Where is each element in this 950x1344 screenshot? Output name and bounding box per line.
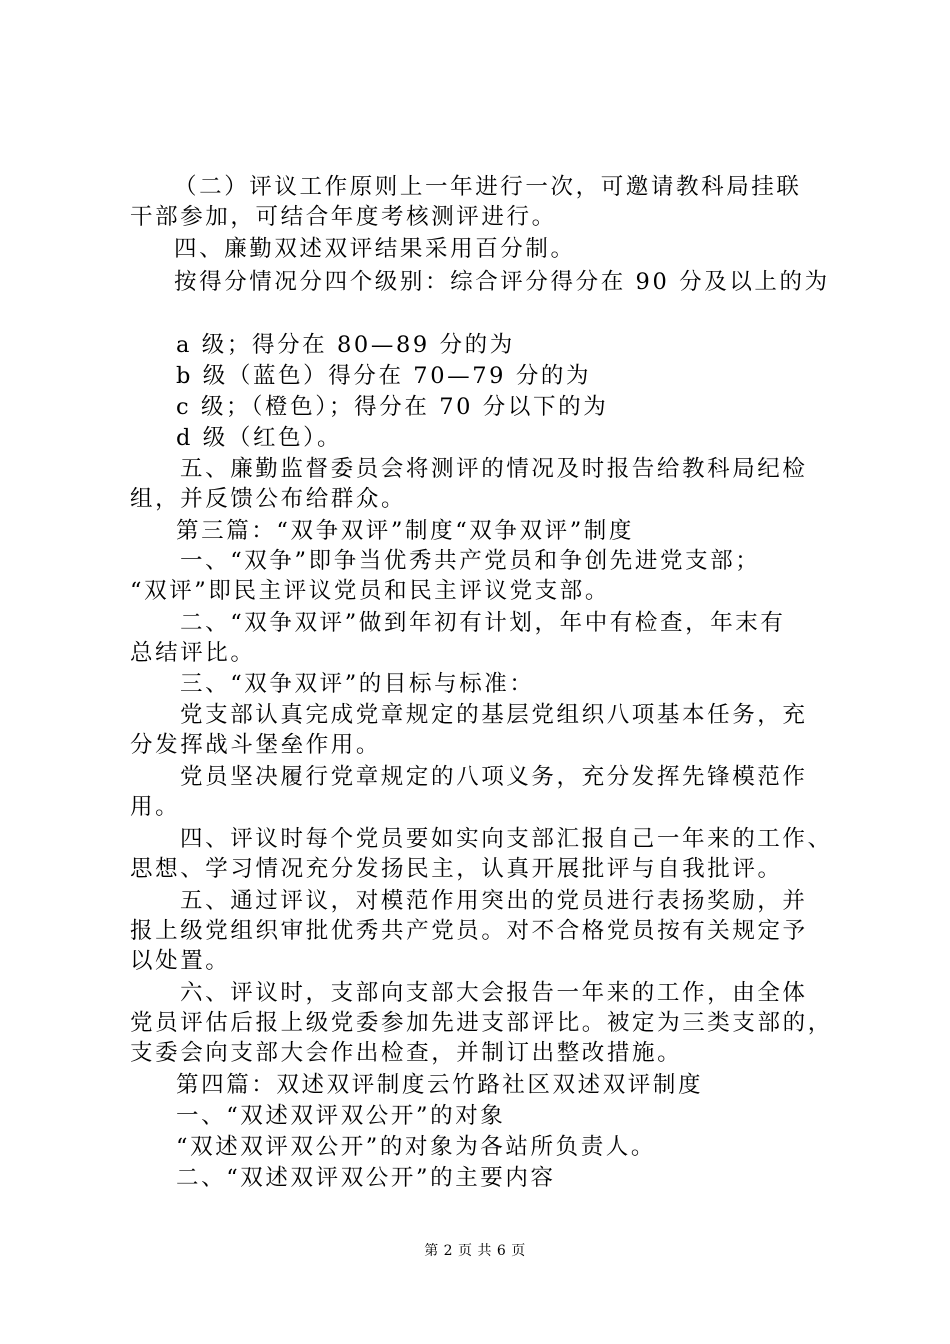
text-line: 三、“双争双评”的目标与标准： [180,671,535,697]
section-heading: 第三篇：“双争双评”制度“双争双评”制度 [176,518,635,544]
text-line: 以处置。 [130,948,231,974]
text-line: 总结评比。 [130,640,256,666]
text-line: a 级；得分在 80—89 分的为 [176,332,515,358]
text-line: 一、“双述双评双公开”的对象 [176,1103,506,1129]
text-line: 五、廉勤监督委员会将测评的情况及时报告给教科局纪检 [180,456,808,482]
section-heading: 第四篇：双述双评制度云竹路社区双述双评制度 [176,1072,704,1098]
text-line: 干部参加，可结合年度考核测评进行。 [130,204,557,230]
text-line: d 级（红色）。 [176,425,343,451]
text-line: 分发挥战斗堡垒作用。 [130,732,382,758]
text-line: “双述双评双公开”的对象为各站所负责人。 [176,1134,657,1160]
text-line: “双评”即民主评议党员和民主评议党支部。 [130,578,611,604]
text-line: 党支部认真完成党章规定的基层党组织八项基本任务，充 [180,702,808,728]
text-line: 六、评议时，支部向支部大会报告一年来的工作，由全体 [180,980,808,1006]
text-line: 党员坚决履行党章规定的八项义务，充分发挥先锋模范作 [180,764,808,790]
text-line: c 级；（橙色）；得分在 70 分以下的为 [176,394,609,420]
text-line: 组，并反馈公布给群众。 [130,486,407,512]
text-line: 四、廉勤双述双评结果采用百分制。 [174,236,576,262]
page-number-footer: 第 2 页 共 6 页 [424,1243,526,1259]
text-line: 党员评估后报上级党委参加先进支部评比。被定为三类支部的， [130,1010,833,1036]
text-line: 按得分情况分四个级别：综合评分得分在 90 分及以上的为 [174,269,830,295]
text-line: 二、“双争双评”做到年初有计划，年中有检查，年末有 [180,610,786,636]
text-line: 用。 [130,794,181,820]
text-line: 报上级党组织审批优秀共产党员。对不合格党员按有关规定予 [130,918,808,944]
text-line: b 级（蓝色）得分在 70—79 分的为 [176,363,592,389]
text-line: 五、通过评议，对模范作用突出的党员进行表扬奖励，并 [180,888,808,914]
text-line: 思想、学习情况充分发扬民主，认真开展批评与自我批评。 [130,856,783,882]
text-line: 四、评议时每个党员要如实向支部汇报自己一年来的工作、 [180,826,833,852]
text-line: 一、“双争”即争当优秀共产党员和争创先进党支部； [180,548,761,574]
text-line: （二）评议工作原则上一年进行一次，可邀请教科局挂联 [174,174,802,200]
text-line: 支委会向支部大会作出检查，并制订出整改措施。 [130,1040,683,1066]
text-line: 二、“双述双评双公开”的主要内容 [176,1165,556,1191]
